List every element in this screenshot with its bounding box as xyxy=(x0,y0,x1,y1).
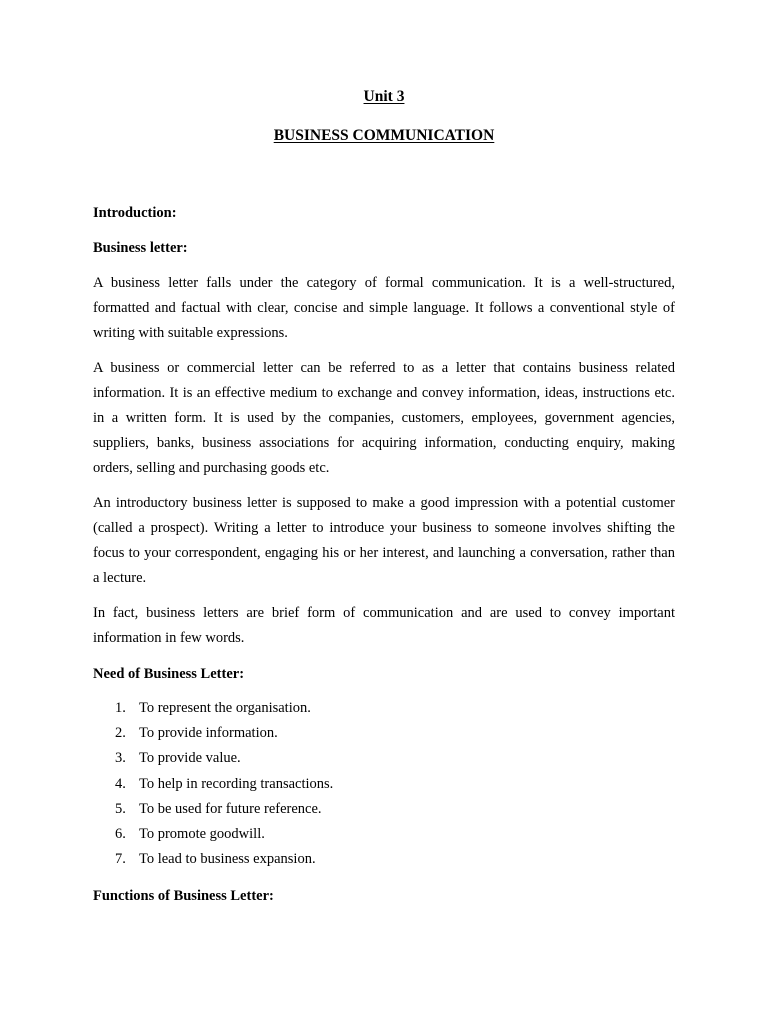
paragraph-4: In fact, business letters are brief form of communication and are used to convey important information in few words. xyxy=(93,605,675,646)
list-item-text: To provide value. xyxy=(139,750,241,767)
list-item xyxy=(93,721,675,746)
list-item-text: To represent the organisation. xyxy=(139,700,311,716)
functions-of-business-letter-label: Functions of Business Letter: xyxy=(93,888,274,904)
list-item-text: To help in recording transactions. xyxy=(139,775,334,792)
paragraph-3: An introductory business letter is supposed to make a good impression with a potential customer (called a prospect). Writing a letter to introduce your business to someone involves shifting the focus to your correspondent, engaging his or her interest, and launching a conversation, rather than a lecture. xyxy=(93,495,675,586)
list-item xyxy=(93,746,675,771)
list-item-number: 1. xyxy=(115,700,126,716)
list-item-text: To promote goodwill. xyxy=(139,825,265,842)
list-item-number: 2. xyxy=(115,725,126,742)
list-item-text: To be used for future reference. xyxy=(139,800,322,817)
list-item-number: 7. xyxy=(115,851,126,868)
list-item-text: To lead to business expansion. xyxy=(139,851,316,868)
document-title-text: BUSINESS COMMUNICATION xyxy=(273,127,495,144)
paragraph-2: A business or commercial letter can be referred to as a letter that contains business related information. It is an effective medium to exchange and convey information, ideas, instructions etc. in a written form. It is used by the companies, customers, employees, government agencies, suppliers, banks, business associations for acquiring information, conducting enquiry, making orders, selling and purchasing goods etc. xyxy=(93,360,675,476)
business-letter-label: Business letter: xyxy=(93,240,188,256)
list-item-text: To provide information. xyxy=(139,725,278,742)
need-list xyxy=(93,696,675,872)
list-item xyxy=(93,822,675,847)
need-of-business-letter-label: Need of Business Letter: xyxy=(93,666,245,682)
list-item xyxy=(93,772,675,797)
list-item-number: 6. xyxy=(115,825,126,842)
list-item xyxy=(93,797,675,822)
introduction-label: Introduction: xyxy=(93,205,177,221)
list-item-number: 5. xyxy=(115,800,126,817)
paragraph-1: A business letter falls under the category of formal communication. It is a well-structured, formatted and factual with clear, concise and simple language. It follows a conventional style of writing with suitable expressions. xyxy=(93,275,675,341)
document-title xyxy=(0,126,768,146)
unit-heading-text: Unit 3 xyxy=(363,88,405,105)
list-item xyxy=(93,696,675,721)
list-item-number: 3. xyxy=(115,750,126,767)
unit-heading xyxy=(0,87,768,107)
list-item xyxy=(93,847,675,872)
list-item-number: 4. xyxy=(115,775,126,792)
